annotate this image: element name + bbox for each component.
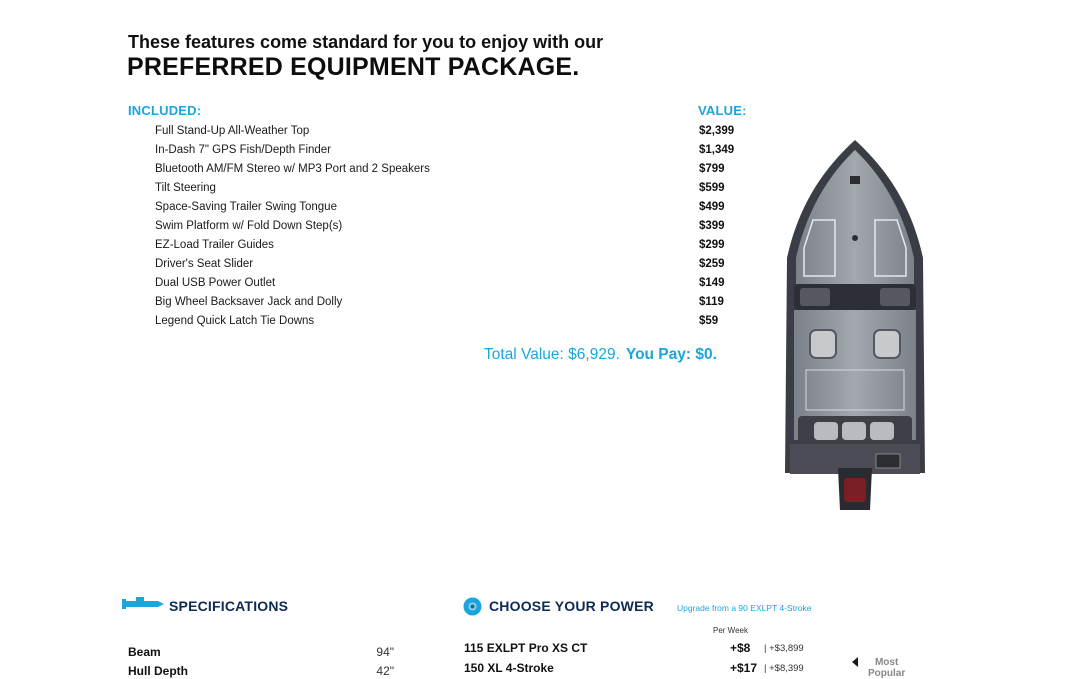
- engine-option-total: | +$3,899: [764, 643, 804, 654]
- feature-item: Full Stand-Up All-Weather Top: [155, 125, 310, 137]
- feature-list: [155, 122, 430, 331]
- feature-value: $59: [699, 315, 719, 327]
- engine-option-weekly: +$8: [730, 641, 751, 655]
- feature-item: Dual USB Power Outlet: [155, 277, 276, 289]
- spec-value: 42": [376, 664, 394, 678]
- propeller-icon: [463, 597, 482, 616]
- total-value: Total Value: $6,929.: [484, 346, 620, 363]
- feature-value: $299: [699, 239, 725, 251]
- feature-value: $399: [699, 220, 725, 232]
- engine-option-total: | +$8,399: [764, 663, 804, 674]
- spec-label: Hull Depth: [128, 664, 188, 678]
- boat-top-view-image: [780, 138, 930, 514]
- intro-text: These features come standard for you to enjoy with our: [128, 32, 604, 52]
- boat-icon: [122, 595, 166, 613]
- feature-value: $259: [699, 258, 725, 270]
- included-heading: INCLUDED:: [128, 103, 202, 118]
- spec-label: Beam: [128, 645, 161, 659]
- feature-item: Legend Quick Latch Tie Downs: [155, 315, 315, 327]
- feature-value: $149: [699, 277, 725, 289]
- feature-item: EZ-Load Trailer Guides: [155, 239, 274, 251]
- popular-line2: Popular: [868, 668, 906, 679]
- popular-line1: Most: [874, 657, 899, 668]
- engine-option-name: 150 XL 4-Stroke: [464, 661, 554, 675]
- feature-value: $599: [699, 182, 725, 194]
- feature-value: $499: [699, 201, 725, 213]
- total-line: [484, 346, 717, 364]
- spec-row: [128, 645, 394, 659]
- arrow-left-icon: [852, 657, 858, 667]
- most-popular-tag: [852, 657, 905, 679]
- specifications-heading: SPECIFICATIONS: [169, 598, 289, 614]
- feature-value: $1,349: [699, 144, 735, 156]
- choose-power-heading: CHOOSE YOUR POWER: [489, 598, 654, 614]
- feature-value: $2,399: [699, 125, 735, 137]
- feature-item: Driver's Seat Slider: [155, 258, 254, 270]
- feature-value: $799: [699, 163, 725, 175]
- per-week-label: Per Week: [713, 626, 748, 635]
- power-subtitle: Upgrade from a 90 EXLPT 4-Stroke: [677, 603, 812, 613]
- you-pay: You Pay: $0.: [625, 346, 717, 363]
- feature-item: Bluetooth AM/FM Stereo w/ MP3 Port and 2 Speakers: [155, 163, 430, 175]
- package-headline: PREFERRED EQUIPMENT PACKAGE.: [127, 53, 580, 81]
- spec-value: 94": [376, 645, 394, 659]
- feature-value: $119: [699, 296, 724, 308]
- feature-item: In-Dash 7" GPS Fish/Depth Finder: [155, 144, 332, 156]
- engine-option-weekly: +$17: [730, 661, 758, 675]
- engine-option-name: 115 EXLPT Pro XS CT: [464, 641, 588, 655]
- feature-item: Big Wheel Backsaver Jack and Dolly: [155, 296, 343, 308]
- feature-item: Tilt Steering: [155, 182, 216, 194]
- spec-row: [128, 664, 394, 678]
- feature-item: Space-Saving Trailer Swing Tongue: [155, 201, 337, 213]
- value-list: [699, 122, 734, 331]
- feature-item: Swim Platform w/ Fold Down Step(s): [155, 220, 343, 232]
- value-heading: VALUE:: [698, 103, 747, 118]
